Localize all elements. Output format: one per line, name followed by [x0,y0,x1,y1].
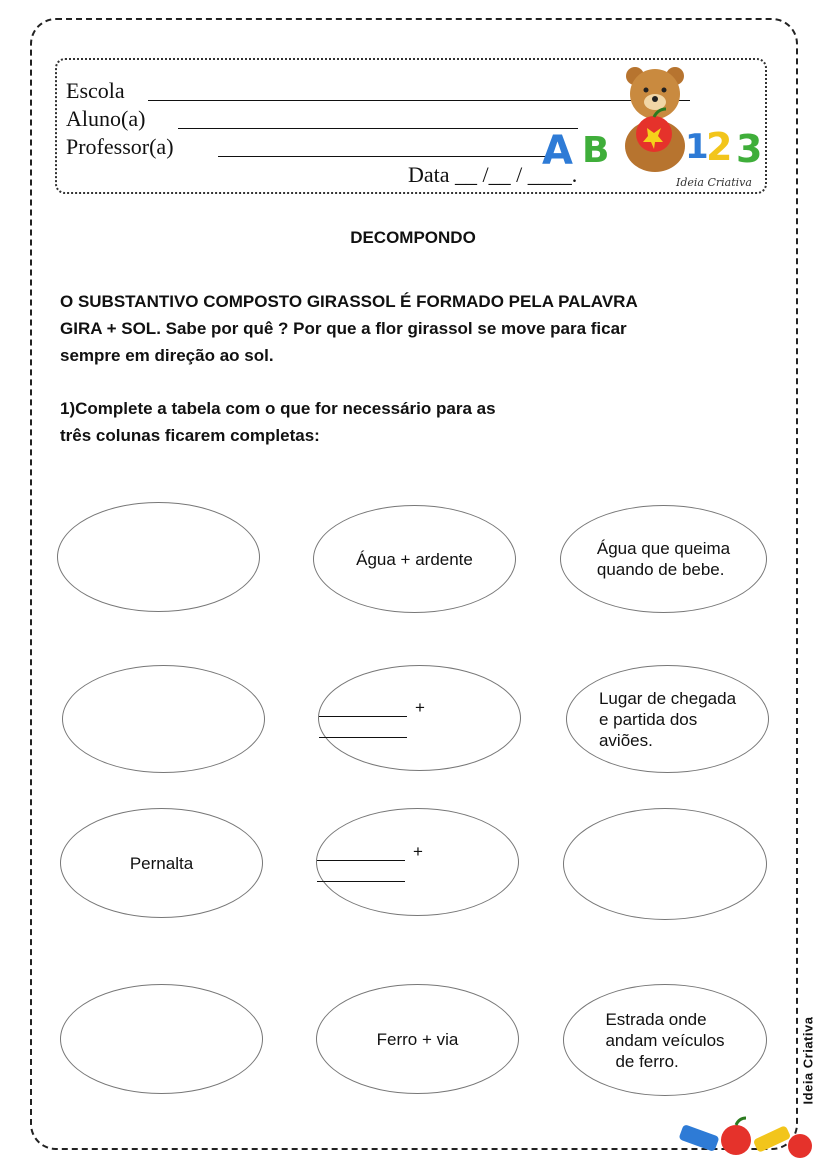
number-3-icon: 3 [736,127,763,171]
letter-a-icon: A [542,128,573,174]
meaning-oval-2 [566,665,769,773]
teacher-field[interactable] [218,156,558,157]
number-2-icon: 2 [706,125,733,169]
parts-text: Ferro + via [376,1029,459,1049]
letter-b-icon: B [582,130,610,171]
meaning-line: Água que queima [596,539,731,558]
intro-line-3: sempre em direção ao sol. [60,346,274,365]
meaning-line: Estrada onde [605,1009,707,1029]
side-logo [798,1010,818,1110]
intro-line-2: GIRA + SOL. Sabe por quê ? Por que a flor girassol se move para ficar [60,319,627,338]
meaning-oval-4 [563,984,767,1096]
word-oval-4[interactable] [60,984,263,1094]
apple-icon [721,1125,751,1155]
word-oval-1[interactable] [57,502,260,612]
meaning-oval-1 [560,505,767,613]
meaning-line: de ferro. [615,1051,679,1071]
teacher-label: Professor(a) [66,134,174,159]
blank-line[interactable] [317,859,405,861]
word-text: Pernalta [129,853,194,873]
plus-sign: + [413,842,423,861]
student-label: Aluno(a) [66,106,146,131]
number-1-icon: 1 [685,127,709,167]
school-label: Escola [66,78,125,103]
instruction-line-2: três colunas ficarem completas: [60,426,320,445]
intro-line-1: O SUBSTANTIVO COMPOSTO GIRASSOL É FORMADO PELA PALAVRA [60,292,638,311]
meaning-line: e partida dos [598,709,698,729]
word-oval-2[interactable] [62,665,265,773]
meaning-line: Lugar de chegada [598,688,737,708]
blank-line[interactable] [317,880,405,882]
crayon-icon [753,1125,792,1153]
bear-abc-illustration [540,62,780,188]
plus-sign: + [415,698,425,717]
parts-text: Água + ardente [356,549,473,569]
parts-oval-2[interactable] [318,665,521,771]
student-field[interactable] [178,128,578,129]
credit-text: Ideia Criativa [676,176,752,189]
meaning-line: quando de bebe. [596,560,725,579]
meaning-line: aviões. [598,730,653,750]
parts-oval-3[interactable] [316,808,519,916]
parts-oval-4 [316,984,519,1094]
apple-icon [788,1134,812,1158]
meaning-line: andam veículos [605,1030,725,1050]
crayons-illustration [676,1112,816,1162]
blank-line[interactable] [319,736,407,738]
meaning-oval-3[interactable] [563,808,767,920]
instruction-line-1: 1)Complete a tabela com o que for necessário para as [60,399,496,418]
word-oval-3 [60,808,263,918]
page-title: DECOMPONDO [350,228,476,247]
blank-line[interactable] [319,715,407,717]
side-logo-text: Ideia Criativa [800,1016,816,1104]
date-field[interactable]: Data __ /__ / ____. [408,162,578,187]
crayon-icon [678,1124,719,1152]
parts-oval-1 [313,505,516,613]
